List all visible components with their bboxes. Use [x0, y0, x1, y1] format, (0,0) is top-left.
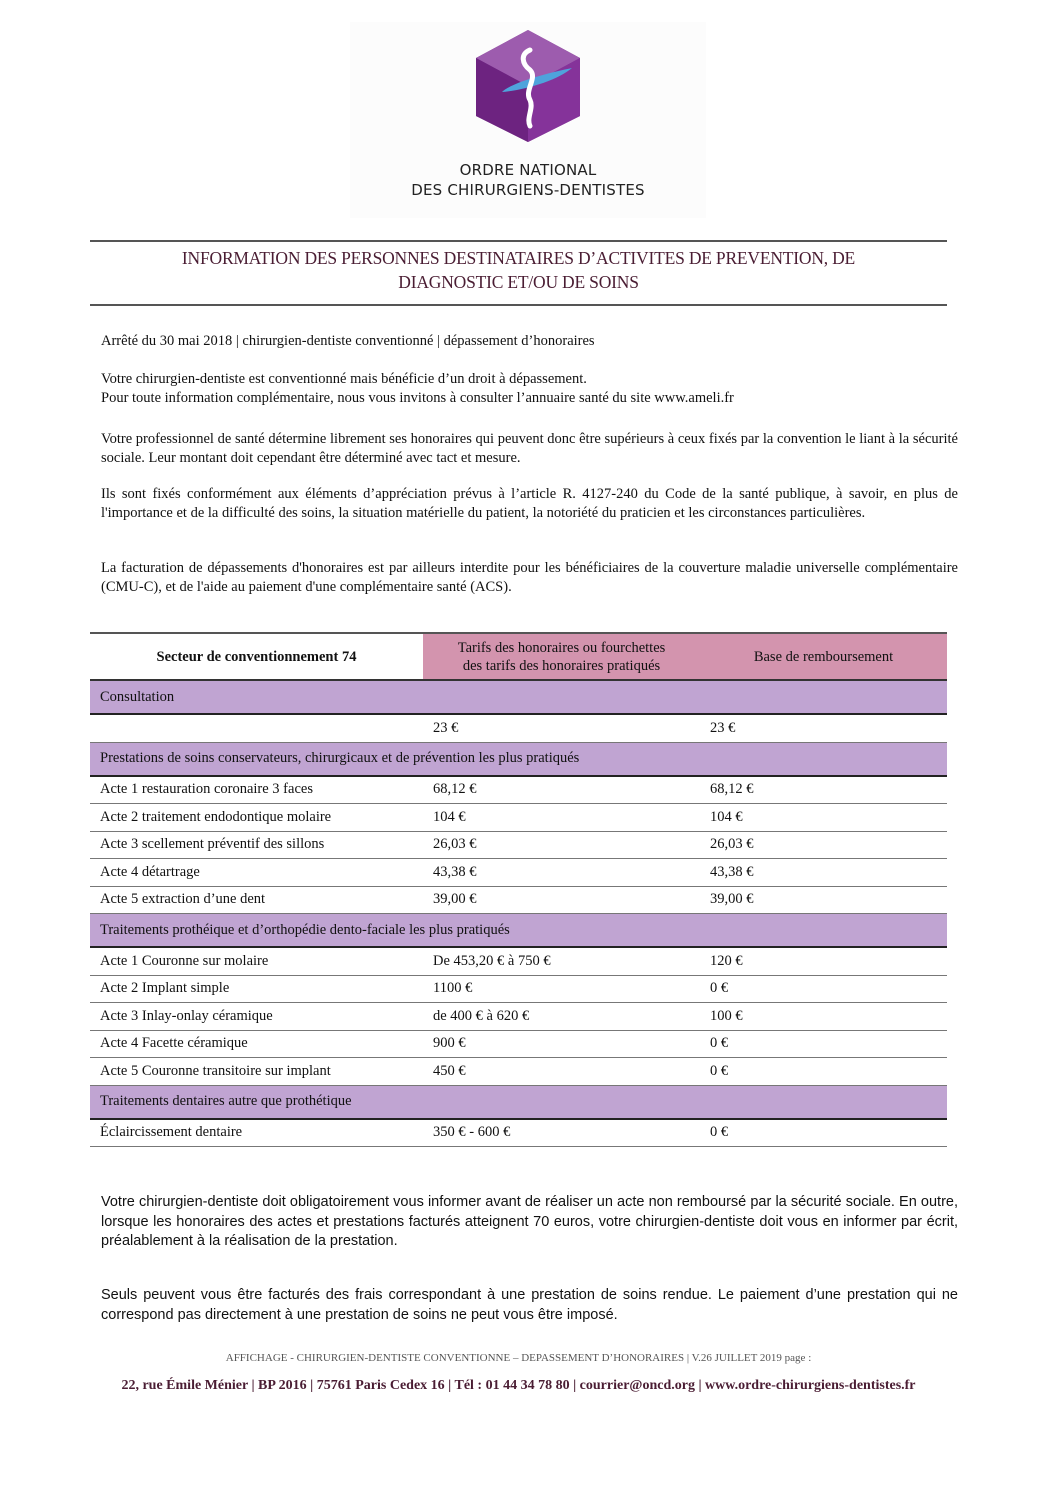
acte-cell: Acte 3 scellement préventif des sillons [90, 831, 423, 859]
section-title: Traitements prothéique et d’orthopédie dento-faciale les plus pratiqués [90, 914, 947, 948]
title-top-rule [90, 240, 947, 242]
title-line-1: INFORMATION DES PERSONNES DESTINATAIRES D’ACTIVITES DE PREVENTION, DE [181, 248, 856, 268]
title-line-2: DIAGNOSTIC ET/OU DE SOINS [398, 272, 639, 292]
tarif-cell: de 400 € à 620 € [423, 1003, 700, 1031]
intro-subtitle: Arrêté du 30 mai 2018 | chirurgien-dentiste conventionné | dépassement d’honoraires [101, 333, 595, 349]
logo [350, 22, 706, 218]
table-header-row [90, 633, 947, 680]
table-row [90, 831, 947, 859]
table-row [90, 886, 947, 914]
intro-paragraph-3: Ils sont fixés conformément aux éléments d’appréciation prévus à l’article R. 4127-240 du Code de la santé publique, à savoir, en plus de l'importance et de la difficulté des soins, la situation matérielle du patient, la notoriété du praticien et les circonstances particulières. [101, 486, 958, 521]
base-cell: 0 € [700, 975, 947, 1003]
table-row [90, 975, 947, 1003]
table-row [90, 947, 947, 975]
table-row [90, 1058, 947, 1086]
acte-cell: Acte 4 détartrage [90, 859, 423, 887]
tarif-cell: 39,00 € [423, 886, 700, 914]
tarif-cell: 1100 € [423, 975, 700, 1003]
table-row [90, 776, 947, 804]
acte-cell: Acte 1 Couronne sur molaire [90, 947, 423, 975]
base-cell: 0 € [700, 1030, 947, 1058]
footer-version-line: AFFICHAGE - CHIRURGIEN-DENTISTE CONVENTIONNE – DEPASSEMENT D’HONORAIRES | V.26 JUILLET 2019 page : [225, 1352, 812, 1364]
acte-cell: Acte 2 Implant simple [90, 975, 423, 1003]
header-tarifs-line-1: Tarifs des honoraires ou fourchettes [457, 639, 666, 656]
acte-cell: Acte 5 Couronne transitoire sur implant [90, 1058, 423, 1086]
header-base-remboursement: Base de remboursement [700, 633, 947, 680]
acte-cell: Acte 2 traitement endodontique molaire [90, 804, 423, 832]
tarif-cell: 26,03 € [423, 831, 700, 859]
acte-cell: Acte 3 Inlay-onlay céramique [90, 1003, 423, 1031]
base-cell: 68,12 € [700, 776, 947, 804]
intro-p1-line-1: Votre chirurgien-dentiste est conventionné mais bénéficie d’un droit à dépassement. [101, 371, 587, 387]
section-row-prothetique [90, 914, 947, 948]
tarif-cell: 450 € [423, 1058, 700, 1086]
tarif-cell: 43,38 € [423, 859, 700, 887]
page-title [90, 246, 947, 294]
section-title: Traitements dentaires autre que prothétique [90, 1085, 947, 1119]
table-row [90, 859, 947, 887]
acte-cell [90, 714, 423, 742]
tarif-cell: 104 € [423, 804, 700, 832]
section-row-soins-conservateurs [90, 742, 947, 776]
tarif-cell: De 453,20 € à 750 € [423, 947, 700, 975]
table-row [90, 1030, 947, 1058]
tarif-cell: 350 € - 600 € [423, 1119, 700, 1147]
base-cell: 0 € [700, 1058, 947, 1086]
base-cell: 120 € [700, 947, 947, 975]
intro-paragraph-2: Votre professionnel de santé détermine librement ses honoraires qui peuvent donc être supérieurs à ceux fixés par la convention le liant à la sécurité sociale. Leur montant doit cependant être déterminé avec tact et mesure. [101, 431, 958, 466]
tarif-cell: 23 € [423, 714, 700, 742]
table-row [90, 804, 947, 832]
title-bottom-rule [90, 304, 947, 306]
table-row [90, 714, 947, 742]
base-cell: 104 € [700, 804, 947, 832]
tarif-cell: 900 € [423, 1030, 700, 1058]
base-cell: 23 € [700, 714, 947, 742]
acte-cell: Acte 4 Facette céramique [90, 1030, 423, 1058]
section-row-non-prothetique [90, 1085, 947, 1119]
table-row [90, 1003, 947, 1031]
notice-paragraph-2: Seuls peuvent vous être facturés des frais correspondant à une prestation de soins rendue. Le paiement d’une prestation qui ne correspond pas directement à une prestation de soins ne peut vous être imposé. [101, 1287, 958, 1323]
header-tarifs [423, 633, 700, 680]
intro-p1-line-2: Pour toute information complémentaire, nous vous invitons à consulter l’annuaire santé du site www.ameli.fr [101, 390, 734, 406]
acte-cell: Acte 5 extraction d’une dent [90, 886, 423, 914]
intro-paragraph-1 [101, 370, 958, 408]
header-secteur: Secteur de conventionnement 74 [90, 633, 423, 680]
base-cell: 0 € [700, 1119, 947, 1147]
logo-line-2: DES CHIRURGIENS-DENTISTES [411, 181, 645, 199]
base-cell: 39,00 € [700, 886, 947, 914]
hexagon-caduceus-logo-icon [472, 28, 584, 144]
tarif-cell: 68,12 € [423, 776, 700, 804]
notice-paragraph-1: Votre chirurgien-dentiste doit obligatoirement vous informer avant de réaliser un acte non remboursé par la sécurité sociale. En outre, lorsque les honoraires des actes et prestations facturés atteignent 70 euros, votre chirurgien-dentiste doit vous en informer par écrit, préalablement à la réalisation de la prestation. [101, 1194, 958, 1249]
base-cell: 26,03 € [700, 831, 947, 859]
acte-cell: Acte 1 restauration coronaire 3 faces [90, 776, 423, 804]
logo-line-1: ORDRE NATIONAL [459, 161, 597, 179]
base-cell: 100 € [700, 1003, 947, 1031]
table-row [90, 1119, 947, 1147]
section-row-consultation [90, 680, 947, 714]
footer-address-line: 22, rue Émile Ménier | BP 2016 | 75761 Paris Cedex 16 | Tél : 01 44 34 78 80 | courrier@oncd.org | www.ordre-chirurgiens-dentistes.fr [121, 1378, 916, 1393]
section-title: Prestations de soins conservateurs, chirurgicaux et de prévention les plus pratiqués [90, 742, 947, 776]
intro-paragraph-4: La facturation de dépassements d'honoraires est par ailleurs interdite pour les bénéficiaires de la couverture maladie universelle complémentaire (CMU-C), et de l'aide au paiement d'une complémentaire santé (ACS). [101, 560, 958, 595]
section-title: Consultation [90, 680, 947, 714]
acte-cell: Éclaircissement dentaire [90, 1119, 423, 1147]
base-cell: 43,38 € [700, 859, 947, 887]
fees-table [90, 632, 947, 1147]
header-tarifs-line-2: des tarifs des honoraires pratiqués [462, 657, 661, 674]
